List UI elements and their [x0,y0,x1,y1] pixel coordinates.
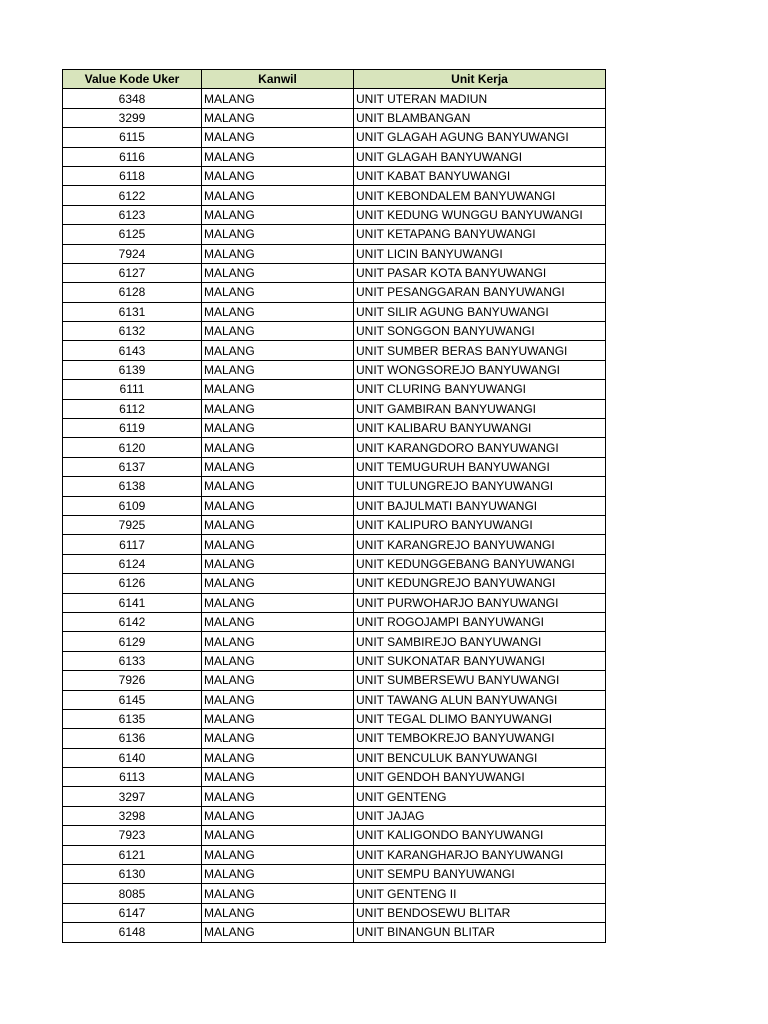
cell-kode-uker[interactable]: 6112 [63,399,202,418]
cell-unit-kerja[interactable]: UNIT BAJULMATI BANYUWANGI [354,496,606,515]
table-row [63,923,606,942]
cell-kanwil[interactable]: MALANG [202,884,354,903]
cell-kode-uker[interactable]: 6125 [63,225,202,244]
spreadsheet [62,69,606,943]
cell-unit-kerja[interactable]: UNIT CLURING BANYUWANGI [354,380,606,399]
table-row [63,244,606,263]
table-row [63,263,606,282]
table-row [63,865,606,884]
cell-kode-uker[interactable]: 7925 [63,515,202,534]
cell-unit-kerja[interactable]: UNIT JAJAG [354,806,606,825]
cell-kanwil[interactable]: MALANG [202,574,354,593]
header-row [63,70,606,89]
cell-unit-kerja[interactable]: UNIT KARANGHARJO BANYUWANGI [354,845,606,864]
table-row [63,438,606,457]
cell-kanwil[interactable]: MALANG [202,709,354,728]
table-row [63,225,606,244]
cell-unit-kerja[interactable]: UNIT SILIR AGUNG BANYUWANGI [354,302,606,321]
header-unit-kerja[interactable]: Unit Kerja [354,70,606,89]
cell-kode-uker[interactable]: 6119 [63,419,202,438]
header-kanwil[interactable]: Kanwil [202,70,354,89]
table-row [63,787,606,806]
cell-kode-uker[interactable]: 6128 [63,283,202,302]
cell-unit-kerja[interactable]: UNIT BENDOSEWU BLITAR [354,903,606,922]
cell-kanwil[interactable]: MALANG [202,244,354,263]
table-row [63,690,606,709]
cell-kode-uker[interactable]: 6133 [63,651,202,670]
cell-kode-uker[interactable]: 6122 [63,186,202,205]
cell-unit-kerja[interactable]: UNIT BINANGUN BLITAR [354,923,606,942]
table-row [63,903,606,922]
table-row [63,322,606,341]
cell-kode-uker[interactable]: 7926 [63,671,202,690]
cell-unit-kerja[interactable]: UNIT TEGAL DLIMO BANYUWANGI [354,709,606,728]
cell-kode-uker[interactable]: 6135 [63,709,202,728]
table-row [63,729,606,748]
table-row [63,341,606,360]
cell-kanwil[interactable]: MALANG [202,903,354,922]
cell-kode-uker[interactable]: 6113 [63,768,202,787]
cell-unit-kerja[interactable]: UNIT KEDUNGREJO BANYUWANGI [354,574,606,593]
header-value-kode-uker[interactable]: Value Kode Uker [63,70,202,89]
table-row [63,806,606,825]
cell-kanwil[interactable]: MALANG [202,477,354,496]
cell-kanwil[interactable]: MALANG [202,360,354,379]
cell-unit-kerja[interactable]: UNIT WONGSOREJO BANYUWANGI [354,360,606,379]
cell-kode-uker[interactable]: 6132 [63,322,202,341]
cell-unit-kerja[interactable]: UNIT PURWOHARJO BANYUWANGI [354,593,606,612]
cell-kanwil[interactable]: MALANG [202,186,354,205]
table-row [63,205,606,224]
cell-kode-uker[interactable]: 6348 [63,89,202,108]
cell-kanwil[interactable]: MALANG [202,554,354,573]
table-row [63,612,606,631]
cell-kode-uker[interactable]: 6121 [63,845,202,864]
cell-kanwil[interactable]: MALANG [202,612,354,631]
cell-unit-kerja[interactable]: UNIT SUMBER BERAS BANYUWANGI [354,341,606,360]
cell-unit-kerja[interactable]: UNIT KARANGREJO BANYUWANGI [354,535,606,554]
cell-unit-kerja[interactable]: UNIT KEBONDALEM BANYUWANGI [354,186,606,205]
table-row [63,302,606,321]
table-row [63,496,606,515]
cell-kanwil[interactable]: MALANG [202,515,354,534]
cell-kode-uker[interactable]: 6123 [63,205,202,224]
cell-kanwil[interactable]: MALANG [202,671,354,690]
cell-unit-kerja[interactable]: UNIT LICIN BANYUWANGI [354,244,606,263]
cell-kanwil[interactable]: MALANG [202,748,354,767]
cell-unit-kerja[interactable]: UNIT SAMBIREJO BANYUWANGI [354,632,606,651]
cell-unit-kerja[interactable]: UNIT KARANGDORO BANYUWANGI [354,438,606,457]
table-row [63,419,606,438]
cell-unit-kerja[interactable]: UNIT BLAMBANGAN [354,108,606,127]
cell-kode-uker[interactable]: 6148 [63,923,202,942]
cell-kanwil[interactable]: MALANG [202,632,354,651]
cell-kanwil[interactable]: MALANG [202,768,354,787]
cell-kode-uker[interactable]: 6109 [63,496,202,515]
cell-kode-uker[interactable]: 3297 [63,787,202,806]
cell-kanwil[interactable]: MALANG [202,89,354,108]
cell-kanwil[interactable]: MALANG [202,341,354,360]
cell-kanwil[interactable]: MALANG [202,496,354,515]
table-row [63,671,606,690]
cell-kanwil[interactable]: MALANG [202,380,354,399]
cell-unit-kerja[interactable]: UNIT KEDUNG WUNGGU BANYUWANGI [354,205,606,224]
table-row [63,593,606,612]
cell-unit-kerja[interactable]: UNIT PASAR KOTA BANYUWANGI [354,263,606,282]
cell-unit-kerja[interactable]: UNIT SUMBERSEWU BANYUWANGI [354,671,606,690]
cell-kanwil[interactable]: MALANG [202,923,354,942]
table-row [63,651,606,670]
table-row [63,632,606,651]
cell-kanwil[interactable]: MALANG [202,147,354,166]
cell-kanwil[interactable]: MALANG [202,283,354,302]
cell-kanwil[interactable]: MALANG [202,399,354,418]
cell-unit-kerja[interactable]: UNIT GENTENG [354,787,606,806]
cell-kanwil[interactable]: MALANG [202,263,354,282]
cell-unit-kerja[interactable]: UNIT SONGGON BANYUWANGI [354,322,606,341]
cell-kode-uker[interactable]: 6143 [63,341,202,360]
cell-kode-uker[interactable]: 6131 [63,302,202,321]
cell-kode-uker[interactable]: 7923 [63,826,202,845]
cell-kode-uker[interactable]: 6136 [63,729,202,748]
cell-kode-uker[interactable]: 6142 [63,612,202,631]
cell-kanwil[interactable]: MALANG [202,205,354,224]
cell-kode-uker[interactable]: 6147 [63,903,202,922]
table-row [63,186,606,205]
cell-unit-kerja[interactable]: UNIT UTERAN MADIUN [354,89,606,108]
cell-kanwil[interactable]: MALANG [202,593,354,612]
cell-unit-kerja[interactable]: UNIT GENDOH BANYUWANGI [354,768,606,787]
cell-unit-kerja[interactable]: UNIT SUKONATAR BANYUWANGI [354,651,606,670]
table-row [63,535,606,554]
cell-kanwil[interactable]: MALANG [202,806,354,825]
cell-unit-kerja[interactable]: UNIT SEMPU BANYUWANGI [354,865,606,884]
cell-kanwil[interactable]: MALANG [202,128,354,147]
cell-kode-uker[interactable]: 6115 [63,128,202,147]
cell-kode-uker[interactable]: 6138 [63,477,202,496]
cell-kode-uker[interactable]: 6111 [63,380,202,399]
cell-kanwil[interactable]: MALANG [202,225,354,244]
table-row [63,283,606,302]
cell-kanwil[interactable]: MALANG [202,651,354,670]
table-row [63,380,606,399]
table-row [63,166,606,185]
cell-unit-kerja[interactable]: UNIT GAMBIRAN BANYUWANGI [354,399,606,418]
cell-unit-kerja[interactable]: UNIT PESANGGARAN BANYUWANGI [354,283,606,302]
cell-kanwil[interactable]: MALANG [202,535,354,554]
cell-kanwil[interactable]: MALANG [202,457,354,476]
table-row [63,768,606,787]
cell-kode-uker[interactable]: 6127 [63,263,202,282]
cell-unit-kerja[interactable]: UNIT KALIGONDO BANYUWANGI [354,826,606,845]
cell-kanwil[interactable]: MALANG [202,787,354,806]
cell-kanwil[interactable]: MALANG [202,865,354,884]
table-row [63,709,606,728]
cell-kode-uker[interactable]: 7924 [63,244,202,263]
cell-kode-uker[interactable]: 6137 [63,457,202,476]
cell-kanwil[interactable]: MALANG [202,322,354,341]
cell-kode-uker[interactable]: 6118 [63,166,202,185]
table-header [63,70,606,89]
table-row [63,515,606,534]
cell-kanwil[interactable]: MALANG [202,166,354,185]
cell-unit-kerja[interactable]: UNIT KEDUNGGEBANG BANYUWANGI [354,554,606,573]
cell-kode-uker[interactable]: 6117 [63,535,202,554]
cell-unit-kerja[interactable]: UNIT GLAGAH AGUNG BANYUWANGI [354,128,606,147]
table-body [63,89,606,942]
cell-kode-uker[interactable]: 6140 [63,748,202,767]
table-row [63,884,606,903]
cell-kanwil[interactable]: MALANG [202,419,354,438]
cell-unit-kerja[interactable]: UNIT KABAT BANYUWANGI [354,166,606,185]
cell-unit-kerja[interactable]: UNIT TEMUGURUH BANYUWANGI [354,457,606,476]
unit-kerja-table [62,69,606,943]
cell-kanwil[interactable]: MALANG [202,438,354,457]
cell-kode-uker[interactable]: 3298 [63,806,202,825]
table-row [63,826,606,845]
cell-unit-kerja[interactable]: UNIT KALIBARU BANYUWANGI [354,419,606,438]
table-row [63,147,606,166]
cell-unit-kerja[interactable]: UNIT TULUNGREJO BANYUWANGI [354,477,606,496]
cell-kanwil[interactable]: MALANG [202,302,354,321]
cell-kode-uker[interactable]: 6116 [63,147,202,166]
cell-unit-kerja[interactable]: UNIT KETAPANG BANYUWANGI [354,225,606,244]
table-row [63,554,606,573]
cell-unit-kerja[interactable]: UNIT TEMBOKREJO BANYUWANGI [354,729,606,748]
cell-kanwil[interactable]: MALANG [202,108,354,127]
table-row [63,457,606,476]
cell-kode-uker[interactable]: 6141 [63,593,202,612]
cell-kode-uker[interactable]: 6139 [63,360,202,379]
table-row [63,108,606,127]
table-row [63,399,606,418]
cell-kode-uker[interactable]: 6129 [63,632,202,651]
cell-kode-uker[interactable]: 6120 [63,438,202,457]
cell-unit-kerja[interactable]: UNIT GLAGAH BANYUWANGI [354,147,606,166]
table-row [63,574,606,593]
cell-kode-uker[interactable]: 6126 [63,574,202,593]
cell-unit-kerja[interactable]: UNIT TAWANG ALUN BANYUWANGI [354,690,606,709]
table-row [63,360,606,379]
cell-unit-kerja[interactable]: UNIT ROGOJAMPI BANYUWANGI [354,612,606,631]
cell-kode-uker[interactable]: 8085 [63,884,202,903]
cell-kanwil[interactable]: MALANG [202,826,354,845]
table-row [63,89,606,108]
cell-kanwil[interactable]: MALANG [202,729,354,748]
cell-kode-uker[interactable]: 3299 [63,108,202,127]
cell-kode-uker[interactable]: 6145 [63,690,202,709]
cell-kode-uker[interactable]: 6130 [63,865,202,884]
table-row [63,748,606,767]
cell-kode-uker[interactable]: 6124 [63,554,202,573]
table-row [63,128,606,147]
cell-unit-kerja[interactable]: UNIT GENTENG II [354,884,606,903]
cell-kanwil[interactable]: MALANG [202,845,354,864]
table-row [63,477,606,496]
cell-unit-kerja[interactable]: UNIT KALIPURO BANYUWANGI [354,515,606,534]
cell-kanwil[interactable]: MALANG [202,690,354,709]
cell-unit-kerja[interactable]: UNIT BENCULUK BANYUWANGI [354,748,606,767]
table-row [63,845,606,864]
